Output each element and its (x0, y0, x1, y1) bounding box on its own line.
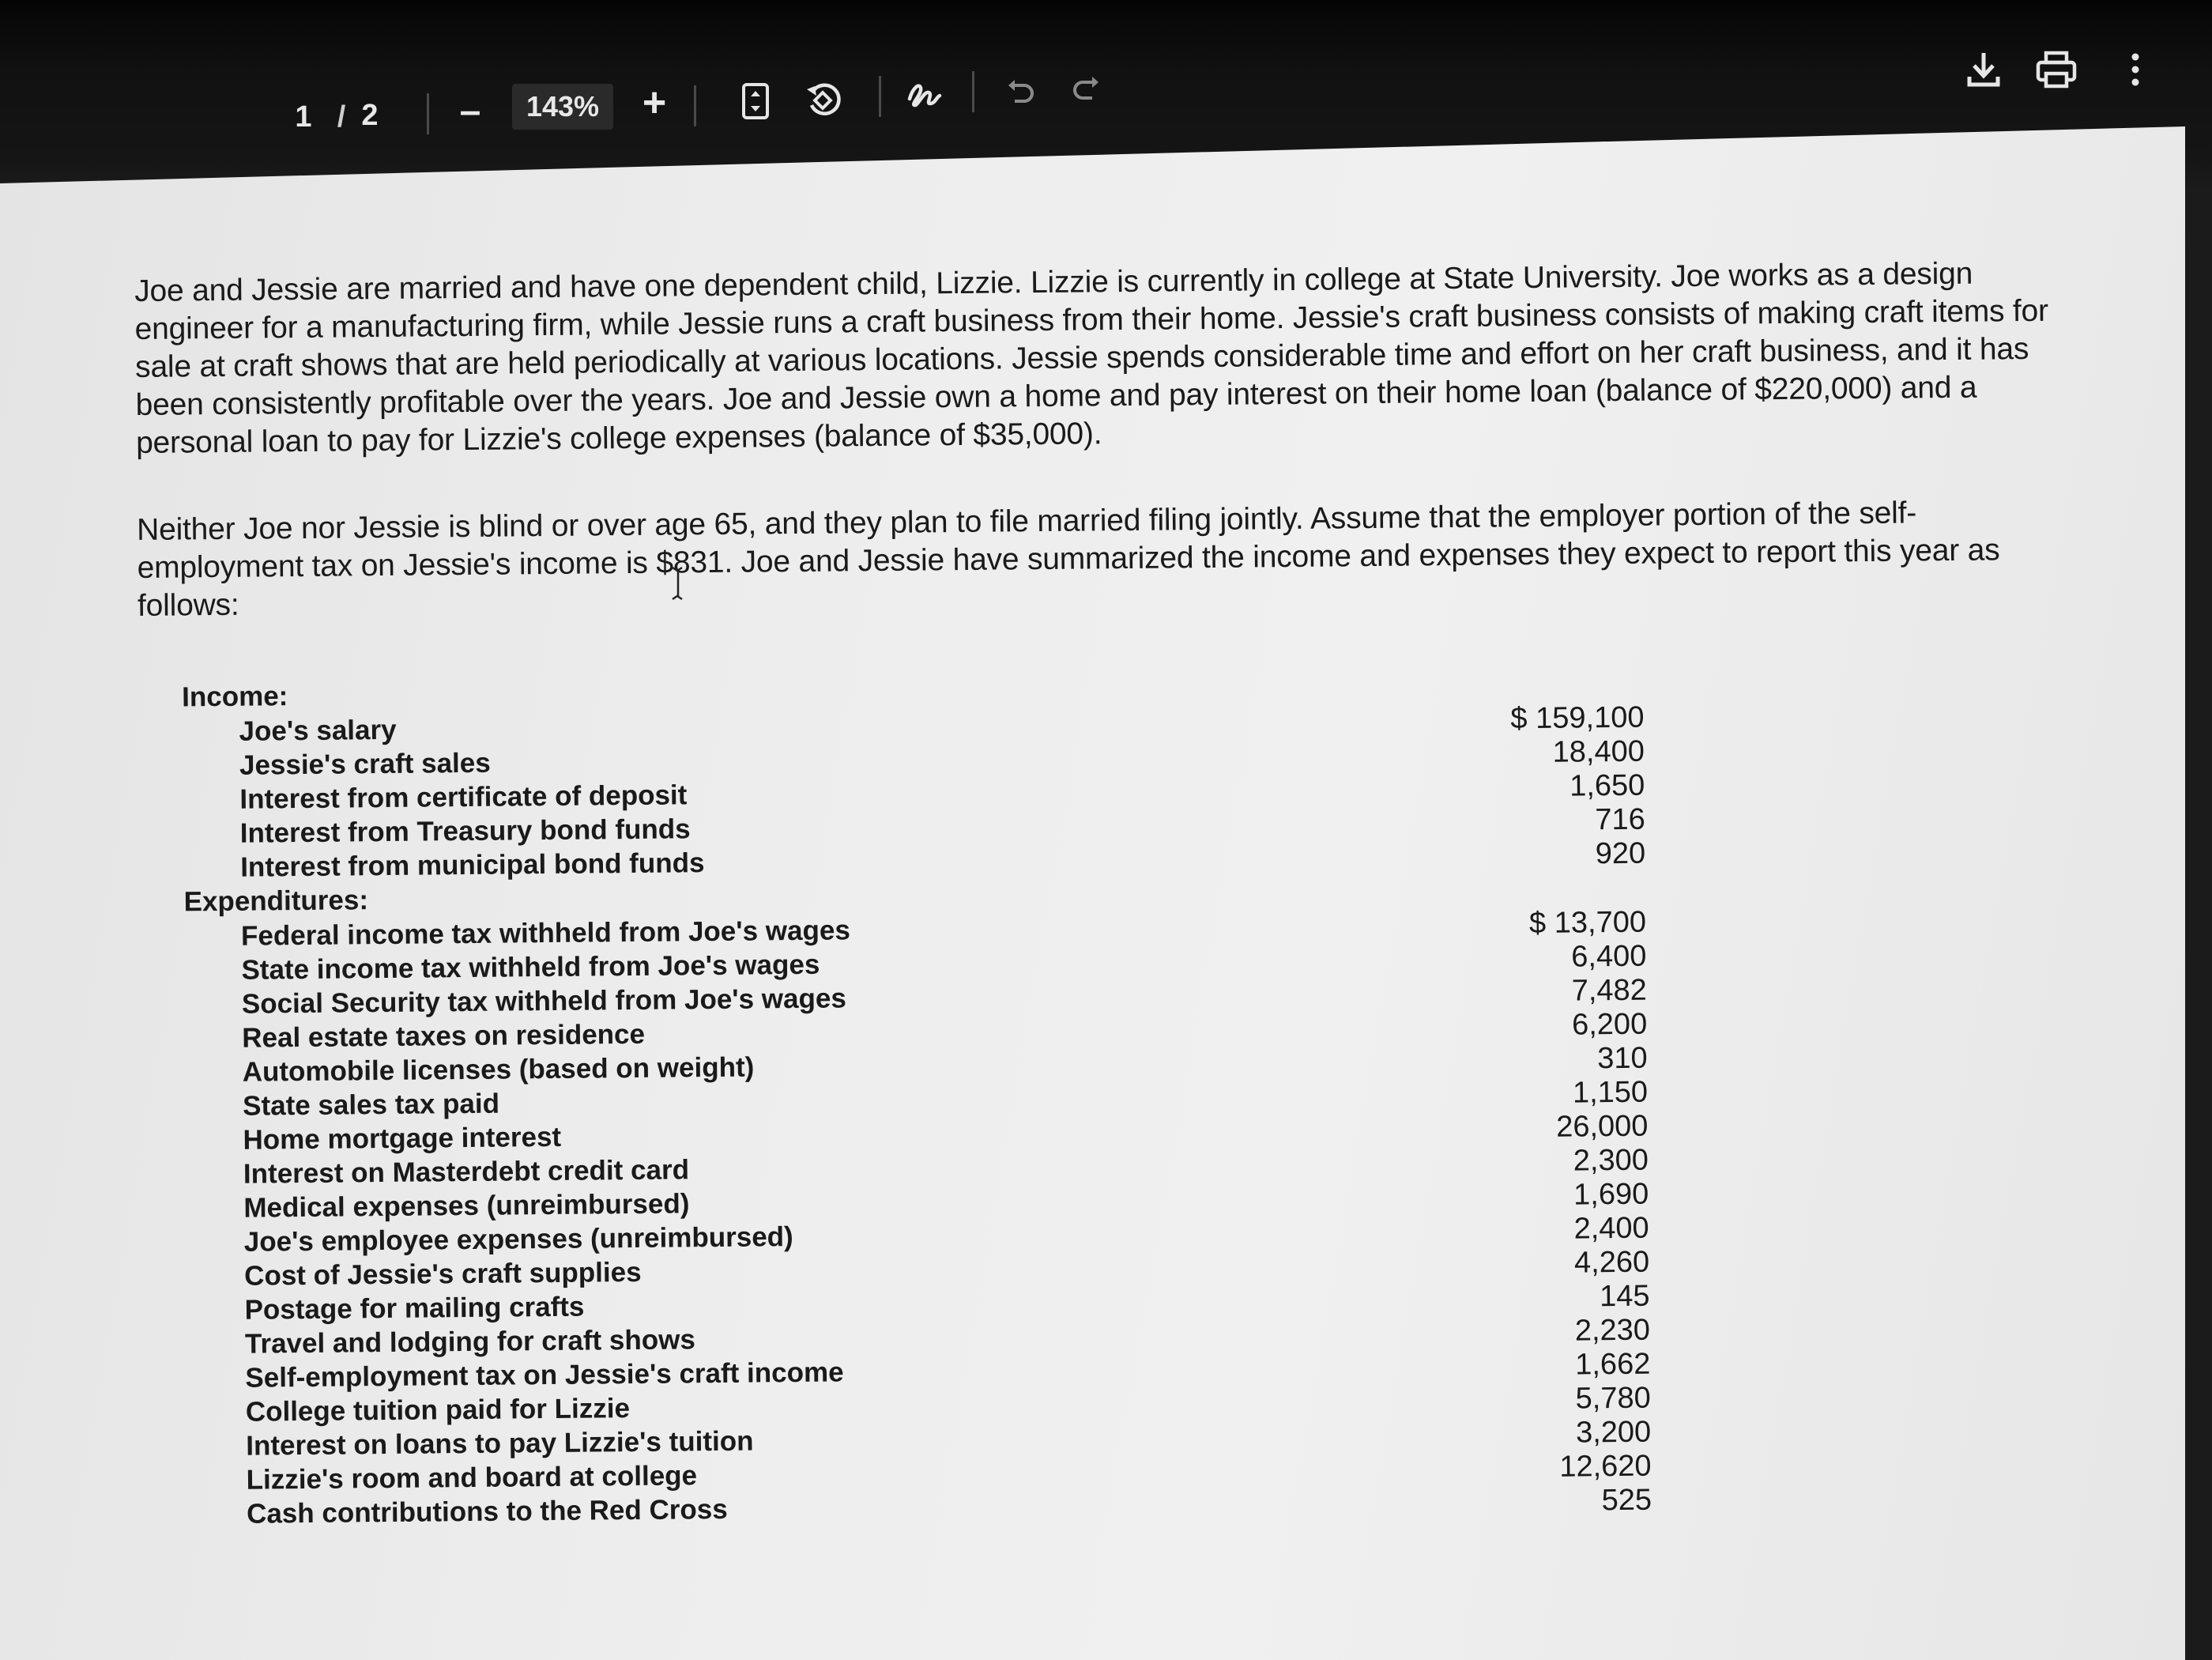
more-menu-icon[interactable] (2120, 44, 2151, 95)
problem-paragraph-2: Neither Joe nor Jessie is blind or over age 65, and they plan to file married filing jointly. Assume that the employer portion of the self-employment tax on Jessie's income is $831. Joe and Jessie have summarized the income and expenses they expect to report this year as follows: (136, 496, 2000, 623)
row-amount: 2,300 (1573, 1143, 1649, 1178)
redo-icon[interactable] (1065, 68, 1106, 109)
row-amount: 1,150 (1572, 1075, 1649, 1110)
row-label: Interest on Masterdebt credit card (243, 1154, 690, 1190)
zoom-out-button[interactable]: – (459, 89, 481, 132)
row-amount: 12,620 (1559, 1449, 1652, 1484)
row-label: State income tax withheld from Joe's wages (241, 949, 820, 986)
row-amount: 7,482 (1571, 973, 1648, 1008)
print-icon[interactable] (2031, 44, 2082, 95)
row-amount: 4,260 (1573, 1245, 1650, 1280)
row-label: Automobile licenses (based on weight) (242, 1051, 755, 1088)
row-amount: 5,780 (1575, 1381, 1651, 1416)
row-label: Medical expenses (unreimbursed) (243, 1188, 690, 1224)
row-label: Joe's employee expenses (unreimbursed) (243, 1221, 793, 1258)
download-icon[interactable] (1960, 46, 2007, 93)
row-amount: 1,650 (1570, 768, 1645, 803)
undo-icon[interactable] (1000, 71, 1042, 112)
row-amount: 145 (1599, 1279, 1650, 1314)
row-label: Joe's salary (239, 714, 397, 747)
row-label: Social Security tax withheld from Joe's wages (241, 983, 847, 1020)
row-label: Postage for mailing crafts (244, 1291, 585, 1326)
expenditures-list (184, 906, 1652, 1532)
row-label: Travel and lodging for craft shows (244, 1324, 695, 1360)
row-amount: 6,200 (1571, 1007, 1648, 1042)
row-label: Interest on loans to pay Lizzie's tuition (246, 1425, 754, 1462)
page-total: 2 (361, 98, 379, 132)
expenditures-heading: Expenditures: (183, 885, 369, 918)
toolbar-divider (694, 85, 696, 126)
text-cursor-icon (670, 566, 686, 601)
row-amount: 1,662 (1575, 1347, 1651, 1382)
toolbar-divider (427, 93, 429, 134)
row-amount: $ 159,100 (1510, 700, 1645, 736)
pdf-toolbar (0, 0, 2212, 158)
row-amount: 6,400 (1571, 939, 1647, 974)
row-label: Cost of Jessie's craft supplies (244, 1256, 642, 1292)
row-amount: 310 (1597, 1041, 1648, 1076)
row-label: Jessie's craft sales (239, 747, 491, 781)
income-list (182, 701, 1645, 885)
row-label: Home mortgage interest (243, 1121, 562, 1156)
toolbar-divider (879, 76, 881, 117)
row-label: Interest from municipal bond funds (240, 847, 705, 883)
row-label: Self-employment tax on Jessie's craft income (245, 1356, 844, 1394)
row-label: Lizzie's room and board at college (246, 1460, 698, 1496)
fit-page-icon[interactable] (733, 79, 778, 123)
row-label: Interest from certificate of deposit (239, 779, 688, 815)
income-expense-table (182, 666, 1652, 1532)
row-label: Federal income tax withheld from Joe's wages (240, 915, 850, 952)
zoom-level-input[interactable]: 143% (512, 84, 613, 130)
row-label: Real estate taxes on residence (242, 1018, 646, 1054)
page-number-input[interactable]: 1 (295, 100, 312, 134)
row-amount: 716 (1595, 802, 1645, 837)
row-label: Interest from Treasury bond funds (239, 813, 691, 849)
document-content (134, 254, 2098, 1532)
row-amount: 18,400 (1552, 734, 1645, 769)
row-amount: 3,200 (1575, 1415, 1652, 1450)
row-label: College tuition paid for Lizzie (245, 1393, 631, 1428)
row-amount: 1,690 (1573, 1177, 1649, 1212)
draw-icon[interactable] (901, 71, 948, 119)
toolbar-divider (972, 71, 974, 112)
page-separator: / (337, 100, 346, 134)
income-heading: Income: (181, 681, 288, 713)
problem-paragraph-1: Joe and Jessie are married and have one dependent child, Lizzie. Lizzie is currently in college at State University. Joe works as a design engineer for a manufacturing firm, while Jessie runs a craft business from their home. Jessie's craft business consists of making craft items for sale at craft shows that are held periodically at various locations. Jessie spends considerable time and effort on her craft business, and it has been consistently profitable over the years. Joe and Jessie own a home and pay interest on their home loan (balance of $220,000) and a personal loan to pay for Lizzie's college expenses (balance of $35,000). (134, 256, 2049, 460)
rotate-icon[interactable] (798, 76, 849, 123)
row-amount: $ 13,700 (1528, 905, 1647, 941)
row-label: State sales tax paid (242, 1088, 500, 1122)
row-amount: 2,230 (1574, 1313, 1651, 1348)
row-label: Cash contributions to the Red Cross (246, 1493, 728, 1530)
row-amount: 525 (1601, 1483, 1652, 1518)
row-amount: 26,000 (1556, 1109, 1649, 1144)
zoom-in-button[interactable]: + (642, 80, 667, 126)
row-amount: 920 (1595, 836, 1646, 871)
row-amount: 2,400 (1573, 1211, 1649, 1246)
